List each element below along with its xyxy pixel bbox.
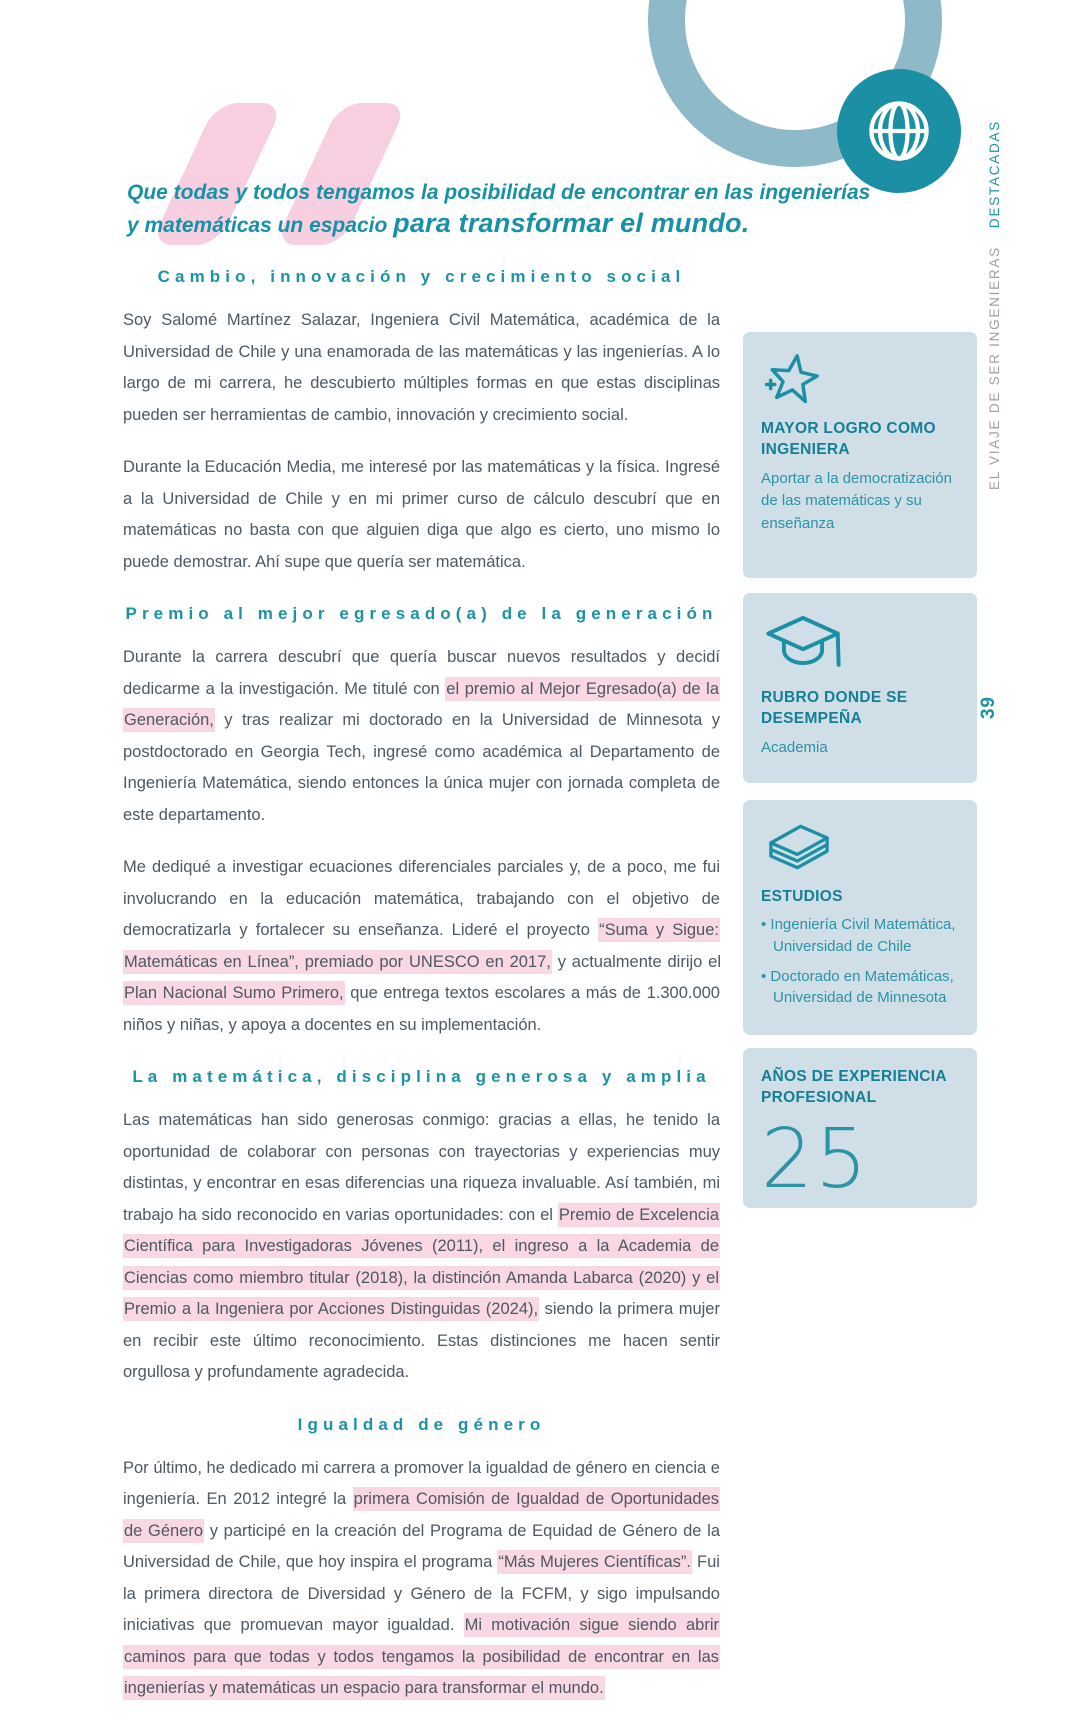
card-mayor-logro	[743, 332, 977, 578]
star-plus-icon	[761, 350, 959, 408]
section-heading-1: Cambio, innovación y crecimiento social	[157, 267, 686, 286]
highlighted-text: “Suma y Sigue: Matemáticas en Línea”, premiado por UNESCO en 2017,	[123, 918, 720, 974]
highlighted-text: Premio de Excelencia Científica para Investigadoras Jóvenes (2011), el ingreso a la Academia de Ciencias como miembro titular (2018), la distinción Amanda Labarca (2020) y el Premio a la Ingeniera por Acciones Distinguidas (2024),	[123, 1203, 720, 1322]
section-heading-4: Igualdad de género	[297, 1414, 546, 1434]
pull-quote-line2: y matemáticas un espacio para transformar el mundo.	[127, 208, 750, 238]
paragraph: Durante la Educación Media, me interesé por las matemáticas y la física. Ingresé a la Universidad de Chile y en mi primer curso de cálculo descubrí que en matemáticas no basta con que alguien diga que algo es cierto, uno mismo lo puede demostrar. Ahí supe que quería ser matemática.	[123, 458, 720, 571]
pull-quote-emphasis: para transformar el mundo.	[393, 208, 750, 238]
page-number: 39	[978, 696, 999, 719]
pull-quote	[127, 178, 887, 241]
studies-list	[761, 914, 959, 1008]
series-label: EL VIAJE DE SER INGENIERAS	[987, 246, 1002, 490]
highlighted-text: primera Comisión de Igualdad de Oportunidades de Género	[123, 1487, 720, 1543]
list-item: • Doctorado en Matemáticas, Universidad de Minnesota	[761, 966, 959, 1009]
highlighted-text: “Más Mujeres Científicas”.	[497, 1550, 692, 1574]
card-title: MAYOR LOGRO COMO INGENIERA	[761, 420, 936, 459]
paragraph: Me dediqué a investigar ecuaciones diferenciales parciales y, de a poco, me fui involucrando en la educación matemática, trabajando con el objetivo de democratizarla y fortalecer su enseñanza. Lideré el proyecto “Suma y Sigue: Matemáticas en Línea”, premiado por UNESCO en 2017, y actualmente dirijo el Plan Nacional Sumo Primero, que entrega textos escolares a más de 1.300.000 niños y niñas, y apoya a docentes en su implementación.	[123, 858, 721, 1034]
card-title: RUBRO DONDE SE DESEMPEÑA	[761, 689, 908, 728]
highlighted-text: Plan Nacional Sumo Primero,	[123, 981, 345, 1005]
globe-icon	[861, 93, 937, 169]
paragraph: Soy Salomé Martínez Salazar, Ingeniera Civil Matemática, académica de la Universidad de Chile y una enamorada de las matemáticas y las ingenierías. A lo largo de mi carrera, he descubierto múltiples formas en que estas disciplinas pueden ser herramientas de cambio, innovación y crecimiento social.	[123, 311, 720, 424]
books-icon	[761, 818, 959, 876]
globe-badge	[837, 69, 961, 193]
card-title: AÑOS DE EXPERIENCIA PROFESIONAL	[761, 1068, 947, 1107]
card-rubro	[743, 593, 977, 783]
paragraph: Por último, he dedicado mi carrera a promover la igualdad de género en ciencia e ingeniería. En 2012 integré la primera Comisión de Igualdad de Oportunidades de Género y participé en la creación del Programa de Equidad de Género de la Universidad de Chile, que hoy inspira el programa “Más Mujeres Científicas”. Fui la primera directora de Diversidad y Género de la FCFM, y sigo impulsando iniciativas que promuevan mayor igualdad. Mi motivación sigue siendo abrir caminos para que todas y todos tengamos la posibilidad de encontrar en las ingenierías y matemáticas un espacio para transformar el mundo.	[123, 1453, 720, 1705]
paragraph: Las matemáticas han sido generosas conmigo: gracias a ellas, he tenido la oportunidad de colaborar con personas con trayectorias y experiencias muy distintas, y encontrar en esas diferencias una riqueza invaluable. Así también, mi trabajo ha sido reconocido en varias oportunidades: con el Premio de Excelencia Científica para Investigadoras Jóvenes (2011), el ingreso a la Academia de Ciencias como miembro titular (2018), la distinción Amanda Labarca (2020) y el Premio a la Ingeniera por Acciones Distinguidas (2024), siendo la primera mujer en recibir este último reconocimiento. Estas distinciones me hacen sentir orgullosa y profundamente agradecida.	[123, 1111, 720, 1381]
paragraph: Durante la carrera descubrí que quería buscar nuevos resultados y decidí dedicarme a la investigación. Me titulé con el premio al Mejor Egresado(a) de la Generación, y tras realizar mi doctorado en la Universidad de Minnesota y postdoctorado en Georgia Tech, ingresé como académica al Departamento de Ingeniería Matemática, siendo entonces la única mujer con jornada completa de este departamento.	[123, 648, 720, 824]
card-title: ESTUDIOS	[761, 888, 843, 905]
card-body: Aportar a la democratización de las matemáticas y su enseñanza	[761, 469, 952, 532]
list-item: • Ingeniería Civil Matemática, Universidad de Chile	[761, 914, 959, 957]
margin-strip	[987, 120, 1002, 490]
card-estudios	[743, 800, 977, 1035]
highlighted-text: el premio al Mejor Egresado(a) de la Generación,	[123, 677, 720, 733]
section-label: DESTACADAS	[987, 119, 1002, 229]
pull-quote-line1: Que todas y todos tengamos la posibilidad de encontrar en las ingenierías	[127, 181, 871, 204]
section-heading-3: La matemática, disciplina generosa y amplia	[132, 1067, 711, 1086]
years-value: 25	[761, 1111, 870, 1207]
section-heading-2: Premio al mejor egresado(a) de la generación	[125, 604, 718, 623]
highlighted-text: Mi motivación sigue siendo abrir caminos para que todas y todos tengamos la posibilidad de encontrar en las ingenierías y matemáticas un espacio para transformar el mundo.	[123, 1613, 720, 1700]
article-column	[123, 267, 720, 1726]
card-experiencia	[743, 1048, 977, 1208]
graduation-cap-icon	[761, 611, 959, 677]
card-body: Academia	[761, 738, 828, 756]
